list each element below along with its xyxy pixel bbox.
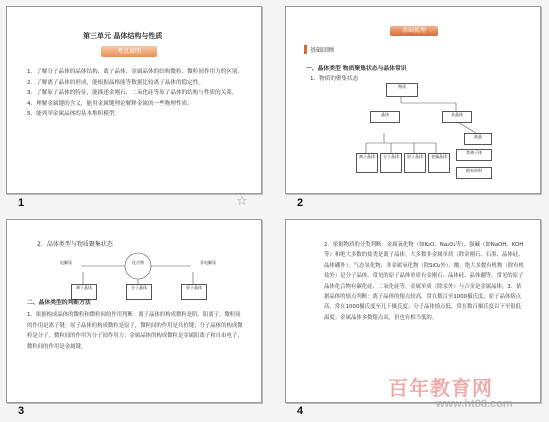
diagram-box: 物质 <box>386 83 418 97</box>
slide-number: 4 <box>297 405 304 417</box>
section-label: 基础回顾 <box>304 45 334 54</box>
diagram-box: 等离子体 <box>456 149 492 161</box>
slide-3-section: 二、晶体类型的判断方法 <box>27 300 91 306</box>
watermark-logo: 百年教育网 <box>388 376 493 400</box>
watermark-url: www.ht88.com <box>436 398 513 410</box>
slide-2[interactable] <box>285 6 541 194</box>
slide-2-heading: 一、晶体类型 物质聚集状态与晶体常识 <box>306 66 407 72</box>
aggregation-diagram <box>356 81 506 186</box>
slide-3-paragraph: 1．依据构成晶体的微粒和微粒间的作用判断：离子晶体的构成微粒是阴、阳离子，微粒间的作用是离子键；原子晶体的构成微粒是原子，微粒间的作用是共价键；分子晶体的构成微粒是分子，微粒间的作用为分子间作用力；金属晶体的构成微粒是金属阳离子和自由电子，微粒间的作用是金属键。 <box>27 312 243 350</box>
diagram-box: 分子晶体 <box>380 153 402 173</box>
slide-3-heading: 2．晶体类型与物质聚集状态 <box>37 241 113 248</box>
list-item: 3．了解原子晶体的特征，能描述金刚石、二氧化硅等原子晶体的结构与性质的关系。 <box>27 90 238 96</box>
diagram-box: 非晶体 <box>442 111 472 123</box>
slide-2-subheading: 1．物质的聚集状态 <box>310 76 359 82</box>
classification-diagram <box>43 252 233 302</box>
slide-number: 1 <box>18 197 25 209</box>
slide-number: 3 <box>18 405 25 417</box>
diagram-label: 非电解质 <box>191 260 225 270</box>
diagram-box: 原子晶体 <box>181 284 207 300</box>
list-item: 1．了解分子晶体的晶体结构、离子晶体、金属晶体的结构微粒、微粒间作用力的区别。 <box>27 69 244 75</box>
slide-1-title: 第三单元 晶体结构与性质 <box>83 32 163 40</box>
diagram-box: 晶体 <box>370 111 400 123</box>
list-item: 4．理解金属键的含义，能用金属键理论解释金属的一些物理性质。 <box>27 100 193 107</box>
diagram-box: 金属晶体 <box>428 153 450 173</box>
slide-1[interactable] <box>6 6 262 194</box>
list-item: 5．能列举金属晶体的基本堆积模型。 <box>27 111 121 117</box>
diagram-label: 化合物 <box>132 260 144 265</box>
diagram-label: 电解质 <box>51 260 81 270</box>
slide-1-list <box>27 67 249 120</box>
slide-1-banner: 考点说明 <box>101 46 157 57</box>
diagram-box: 离子晶体 <box>356 153 378 173</box>
list-item: 2．了解离子晶体的形成，能根据晶格能等数据比较离子晶体的稳定性。 <box>27 79 204 86</box>
diagram-box: 纳米材料 <box>456 167 492 179</box>
slide-2-banner: 基础梳理 <box>390 26 438 36</box>
slide-number: 2 <box>297 197 304 209</box>
diagram-box: 原子晶体 <box>404 153 426 173</box>
slide-4-paragraph: 2．依据物质的分类判断：金属氧化物（如K₂O、Na₂O₂等）、强碱（如NaOH、KOH等）和绝大多数的盐类是离子晶体。大多数非金属单质（除金刚石、石墨、晶体硅、晶体硼外）、气态氢化物、非金属氧化物（除SiO₂外）、酸、绝大多数有机物（除有机盐外）是分子晶体。常见的原子晶体单质有金刚石、晶体硅、晶体硼等，常见的原子晶体化合物有碳化硅、二氧化硅等。金属单质（除汞外）与合金是金属晶体。3．依据晶体的熔点判断：离子晶体的熔点较高，常在数百至1000摄氏度；原子晶体熔点高，常在1000摄氏度至几千摄氏度；分子晶体熔点低，常在数百摄氏度以下至很低温度；金属晶体多数熔点高，但也有相当低的。 <box>324 242 524 321</box>
diagram-box: 分子晶体 <box>126 284 152 300</box>
diagram-box: 液晶 <box>464 133 492 145</box>
slide-3[interactable] <box>6 219 262 403</box>
star-icon[interactable]: ☆ <box>236 194 248 209</box>
diagram-box: 离子晶体 <box>71 284 97 300</box>
